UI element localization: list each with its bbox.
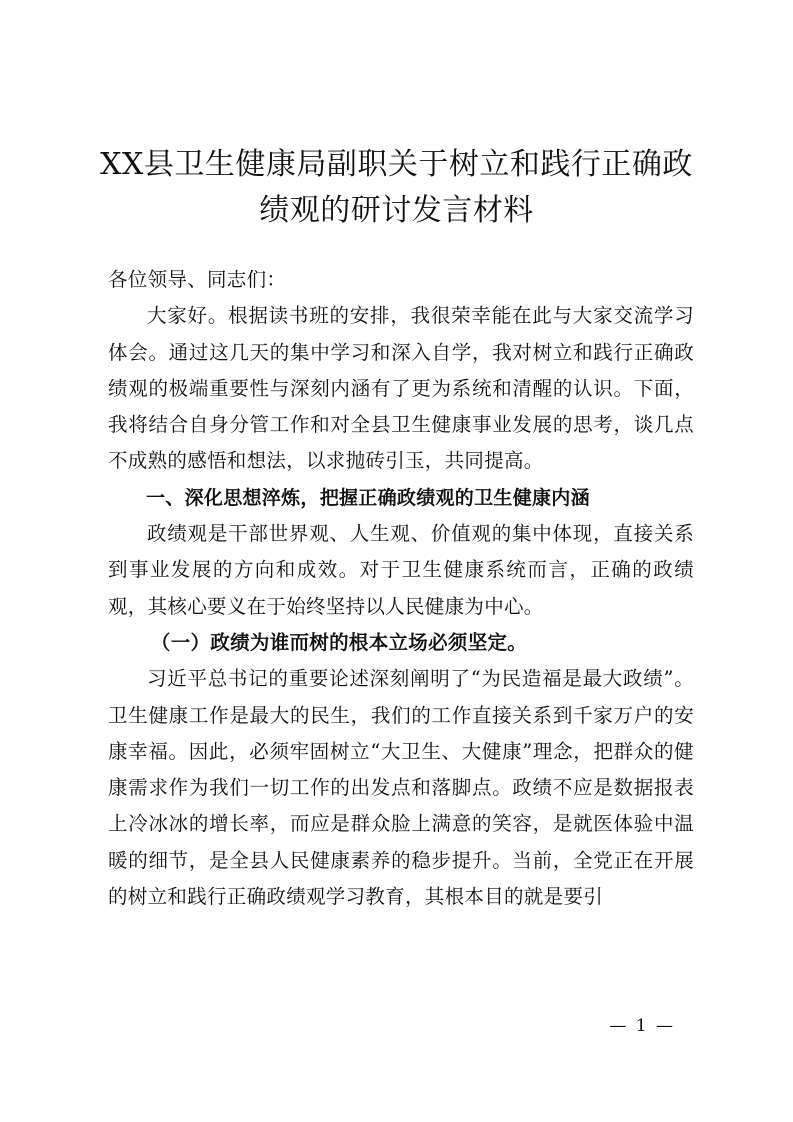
page-number — [0, 1014, 793, 1038]
page-number-text: — 1 — — [609, 1016, 675, 1036]
intro-paragraph: 大家好。根据读书班的安排，我很荣幸能在此与大家交流学习体会。通过这几天的集中学习和深入自学，我对树立和践行正确政绩观的极端重要性与深刻内涵有了更为系统和清醒的认识。下面，我将结合自身分管工作和对全县卫生健康事业发展的思考，谈几点不成熟的感悟和想法，以求抛砖引玉，共同提高。 — [108, 304, 694, 473]
body-paragraph-2: 习近平总书记的重要论述深刻阐明了“为民造福是最大政绩”。卫生健康工作是最大的民生，我们的工作直接关系到千家万户的安康幸福。因此，必须牢固树立“大卫生、大健康”理念，把群众的健康需求作为我们一切工作的出发点和落脚点。政绩不应是数据报表上冷冰冰的增长率，而应是群众脸上满意的笑容，是就医体验中温暖的细节，是全县人民健康素养的稳步提升。当前，全党正在开展的树立和践行正确政绩观学习教育，其根本目的就是要引 — [108, 667, 694, 909]
document-title: XX县卫生健康局副职关于树立和践行正确政绩观的研讨发言材料 — [100, 147, 693, 228]
subsection-heading-1: （一）政绩为谁而树的根本立场必须坚定。 — [150, 630, 528, 654]
body-paragraph-1: 政绩观是干部世界观、人生观、价值观的集中体现，直接关系到事业发展的方向和成效。对于卫生健康系统而言，正确的政绩观，其核心要义在于始终坚持以人民健康为中心。 — [108, 522, 694, 618]
salutation: 各位领导、同志们： — [108, 268, 287, 291]
section-heading-1: 一、深化思想淬炼，把握正确政绩观的卫生健康内涵 — [146, 486, 590, 509]
document-body — [108, 262, 694, 915]
